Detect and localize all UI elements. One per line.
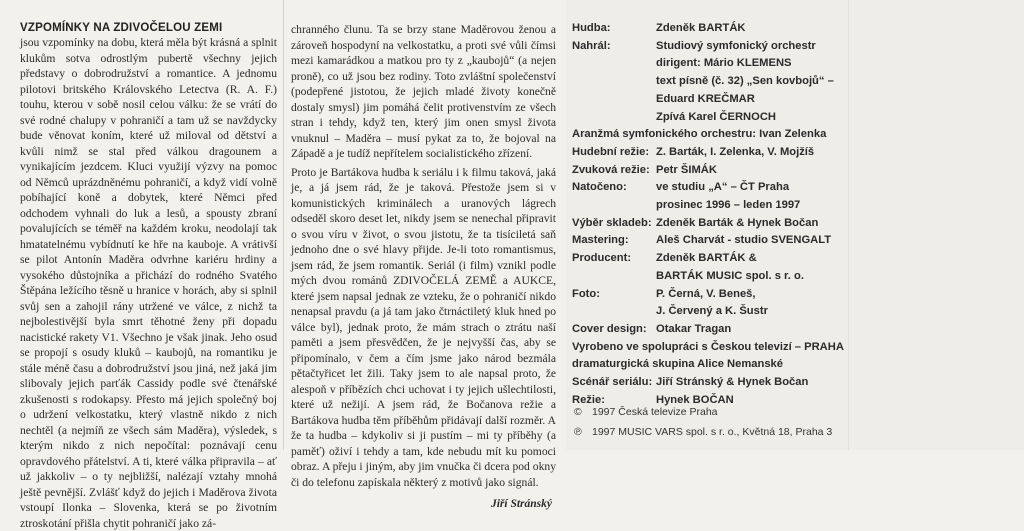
author-signature: Jiří Stránský [490,498,552,510]
crease-line [848,0,849,450]
credit-produced-with: Vyrobeno ve spolupráci s Českou televizí – PRAHA [572,340,844,353]
credit-arrangement: Aranžmá symfonického orchestru: Ivan Zelenka [572,128,827,141]
middle-text-column [283,0,566,510]
credit-dramaturgy: dramaturgická skupina Alice Nemanské [572,358,783,371]
credit-lyricist: Eduard KREČMAR [656,92,755,105]
article-text-middle-1: chranného člunu. Ta se brzy stane Maděrovou ženou a zároveň hospodyní na velkostatku, a proti své vůli čímsi mezi kamarádkou a matkou pro ty z „kaubojů“ (a nejen proně), co už jsou bez rodiny. Toto zvláštní společenství (podepřené jistotou, že jejich mladé životy konečně dostaly smysl) jim pomáhá čelit protivenstvím ze všech stran i tehdy, když ten, který jim onen smysl života vnuknul – Maděra – musí pykat za to, že bojoval na Západě a je tudíž nepřítelem socialistického zřízení. [291,23,556,160]
credit-nahral: Nahrál: Studiový symfonický orchestr [572,39,816,52]
article-text-middle-2: Proto je Bartákova hudba k seriálu i k filmu taková, jaká je, a já jsem rád, že je taková. Přestože jsem si v komunistických kriminálech a uranových lágrech odseděl skoro deset let, nikdy jsem se nenechal připravit o svou víru v život, o svou jistotu, že ta tisíciletá saň jednoho dne o své hlavy přijde. Je-li toto romantismus, jsem rád, že jsem romantik. Seriál (i film) vznikl podle mých dvou románů ZDIVOČELÁ ZEMĚ a AUKCE, které jsem napsal jednak ze vzteku, že o pohraničí nikdo nenapsal pravdu (a já tam jako čtrnáctiletý kluk hned po válce byl), jednak proto, že mám strach o ztrátu naší paměti a jsem přesvědčen, že je nejvyšší čas, aby se připomínalo, v čem a čím jsme jako národ bezmála pětačtyřicet let žili. Taky jsem to ale napsal proto, že alespoň v příbězích chci uchovat i ty jejich ušlechtilosti, které už nežijí. A jsem rád, že Bočanova režie a Bartákova hudba těm příběhům přidávají další rozměr. A že ta hudba – kdykoliv si ji pustím – mi ty příběhy (a paměť) oživí i tehdy a tam, kde nebudu mít ku pomoci obraz. A přeju i jiným, aby jim vnučka či dcera pod okny či do telefonu zapískala některý z motivů jako signál. [291,165,556,489]
credit-hudba: Hudba: Zdeněk BARTÁK [572,22,746,34]
copyright-line-2: ℗ 1997 MUSIC VARS spol. s r. o., Květná 18, Praha 3 [574,422,832,442]
article-text-left: jsou vzpomínky na dobu, která měla být krásná a splnit klukům sotva odrostlým pubertě všechny jejich představy o dobrodružství a romantice. A jednomu pilotovi britského Královského Letectva (R. A. F.) touhu, kterou v sobě nosil celou válku: že se vrátí do své rodné chalupy v pohraničí a tam už se navždycky bude věnovat koním, které už miloval od dětství a kvůli nimž se stal před válkou dragounem a vynikajícím jezdcem. Kluci využijí výzvy na pomoc od Němců uprázdněnému pohraničí, a když vidí volně pobíhající koně a dobytek, které Němci před odchodem vyhnali do luk a lesů, a spousty zbraní povalujících se téměř na každém kroku, neodolají tak hmatatelnému vybídnutí ke hře na kauboje. A vrátivší se pilot Antonín Maděra odvrhne kariéru hrdiny a vysokého důstojníka a přichází do rodného Svatého Štěpána ležícího těsně u hranice v horách, aby si splnil svůj sen a zahojil rány utržené ve válce, z nichž ta nejbolestivější byla smrt těhotné ženy při dopadu nacistické rakety V1. Všechno je však jinak. Jeho osud se propojí s osudy kluků – kaubojů, na romantiku je stále méně času a dobrodružství jsou jiná, než jaká jim slibovaly jejich parťák Cassidy podle své čtenářské zkušenosti s rodokapsy. Přesto má jejich společný boj o udržení velkostatku, který vlastně nikdo z nich nechtěl (a nejmíň ze všech sám Maděra), výsledek, s kterým nikdo z nich nepočítal: poznávají cenu opravdového přátelství. A ti, které válka připravila – ať už jakkoliv – o ty nejbližší, nalézají vztahy mnohá ještě pevnější. Zvlášť když do jejich i Maděrova života vstoupí Ilonka – Slovenka, která se po životním ztroskotání přišla chytit pohraničí jako zá- [20,36,277,530]
credit-direction: Režie: Hynek BOČAN [572,393,734,406]
credit-recorded: Natočeno: ve studiu „A“ – ČT Praha [572,181,790,194]
credits-list [572,20,1014,409]
credit-cover-design: Cover design: Otakar Tragan [572,322,732,335]
credit-photo-2: J. Červený a K. Šustr [656,305,768,318]
credits-panel [566,0,1024,450]
credit-screenplay: Scénář seriálu: Jiří Stránský & Hynek Bočan [572,376,809,389]
credit-producer-company: BARTÁK MUSIC spol. s r. o. [656,269,804,282]
article-title: VZPOMÍNKY NA ZDIVOČELOU ZEMI [20,22,223,34]
credit-photo: Foto: P. Černá, V. Beneš, [572,287,756,300]
phonogram-icon: ℗ [574,426,582,438]
credit-producer: Producent: Zdeněk BARTÁK & [572,252,757,265]
credit-song-text: text písně (č. 32) „Sen kovbojů“ – [656,75,834,88]
credit-track-selection: Výběr skladeb: Zdeněk Barták & Hynek Bočan [572,216,819,229]
copyright-block [574,402,832,442]
credit-music-direction: Hudební režie: Z. Barták, I. Zelenka, V. Mojžíš [572,145,815,158]
credit-singer: Zpívá Karel ČERNOCH [656,110,776,123]
credit-dirigent: dirigent: Mário KLEMENS [656,57,792,70]
credit-sound-direction: Zvuková režie: Petr ŠIMÁK [572,163,717,176]
copyright-icon: © [574,406,582,418]
left-text-column [0,0,283,530]
credit-recorded-date: prosinec 1996 – leden 1997 [656,199,801,212]
credit-mastering: Mastering: Aleš Charvát - studio SVENGALT [572,234,832,247]
copyright-line-1: © 1997 Česká televize Praha [574,402,832,422]
